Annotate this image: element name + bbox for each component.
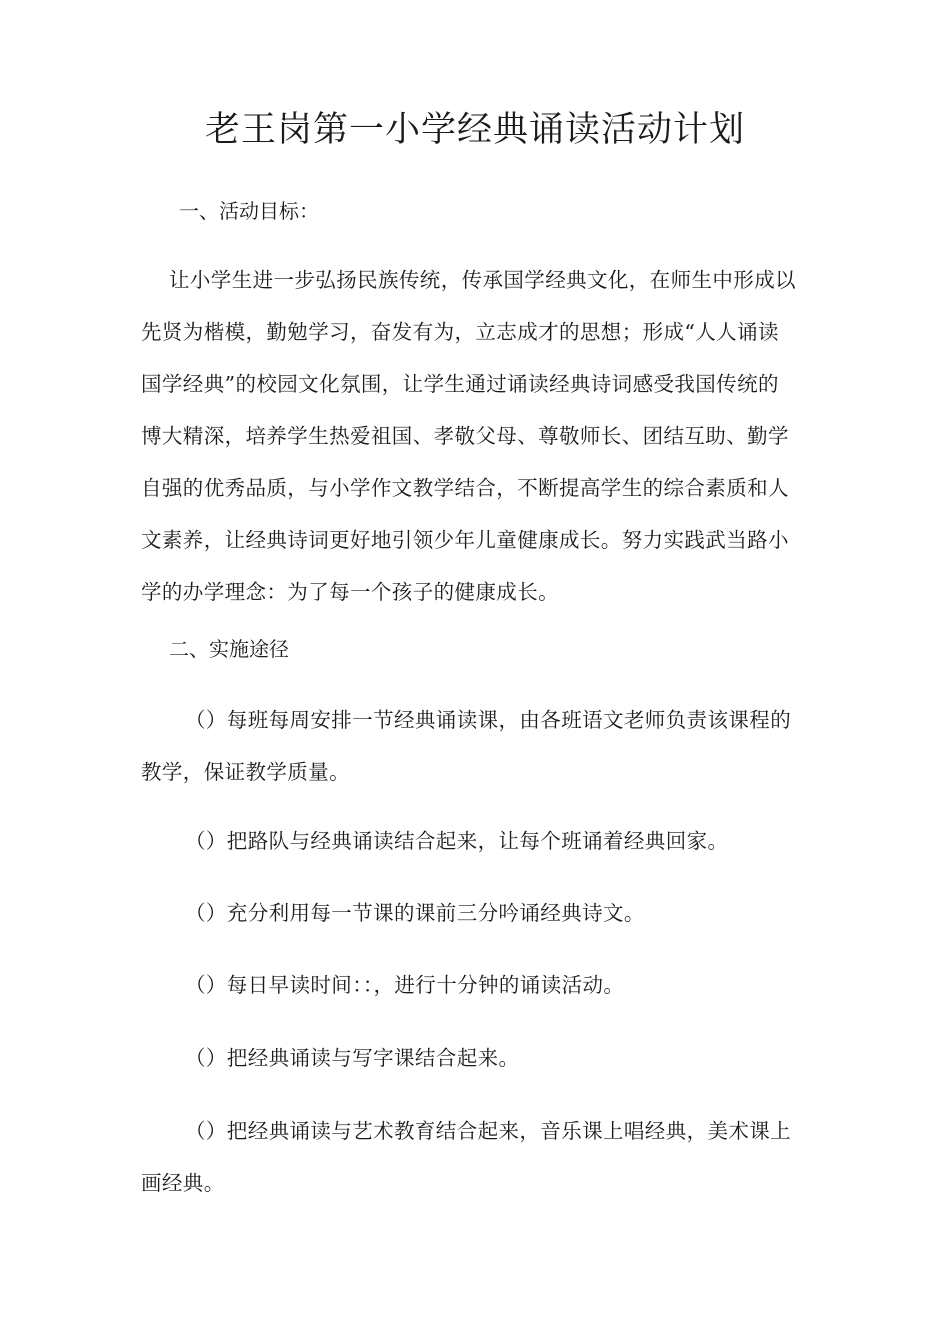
paragraph-line: 学的办学理念：为了每一个孩子的健康成长。	[141, 580, 559, 604]
method-item	[141, 1032, 811, 1084]
method-item-line: （）充分利用每一节课的课前三分吟诵经典诗文。	[185, 901, 645, 925]
method-item-line: 教学，保证教学质量。	[141, 760, 350, 784]
paragraph-line: 让小学生进一步弘扬民族传统，传承国学经典文化，在师生中形成以	[169, 268, 796, 292]
method-item-line: （）每日早读时间：：，进行十分钟的诵读活动。	[185, 973, 625, 997]
method-item	[141, 959, 811, 1011]
method-item-line: （）把经典诵读与写字课结合起来。	[185, 1046, 520, 1070]
paragraph-line: 国学经典”的校园文化氛围，让学生通过诵读经典诗词感受我国传统的	[141, 372, 779, 396]
section-heading-goals: 一、活动目标：	[179, 199, 319, 223]
method-item-line: （）每班每周安排一节经典诵读课，由各班语文老师负责该课程的	[185, 708, 792, 732]
paragraph-line: 博大精深，培养学生热爱祖国、孝敬父母、尊敬师长、团结互助、勤学	[141, 424, 789, 448]
paragraph-line: 自强的优秀品质，与小学作文教学结合，不断提高学生的综合素质和人	[141, 476, 789, 500]
method-item-line: （）把经典诵读与艺术教育结合起来，音乐课上唱经典，美术课上	[185, 1119, 792, 1143]
method-item	[141, 815, 811, 867]
method-item	[141, 694, 811, 798]
goals-paragraph	[141, 254, 811, 618]
method-item-line: （）把路队与经典诵读结合起来，让每个班诵着经典回家。	[185, 829, 729, 853]
method-item-line: 画经典。	[141, 1171, 225, 1195]
method-item	[141, 1105, 811, 1209]
method-item	[141, 887, 811, 939]
document-title: 老王岗第一小学经典诵读活动计划	[204, 110, 745, 150]
section-heading-methods: 二、实施途径	[169, 637, 289, 661]
paragraph-line: 先贤为楷模，勤勉学习，奋发有为，立志成才的思想；形成“人人诵读	[141, 320, 779, 344]
paragraph-line: 文素养，让经典诗词更好地引领少年儿童健康成长。努力实践武当路小	[141, 528, 789, 552]
